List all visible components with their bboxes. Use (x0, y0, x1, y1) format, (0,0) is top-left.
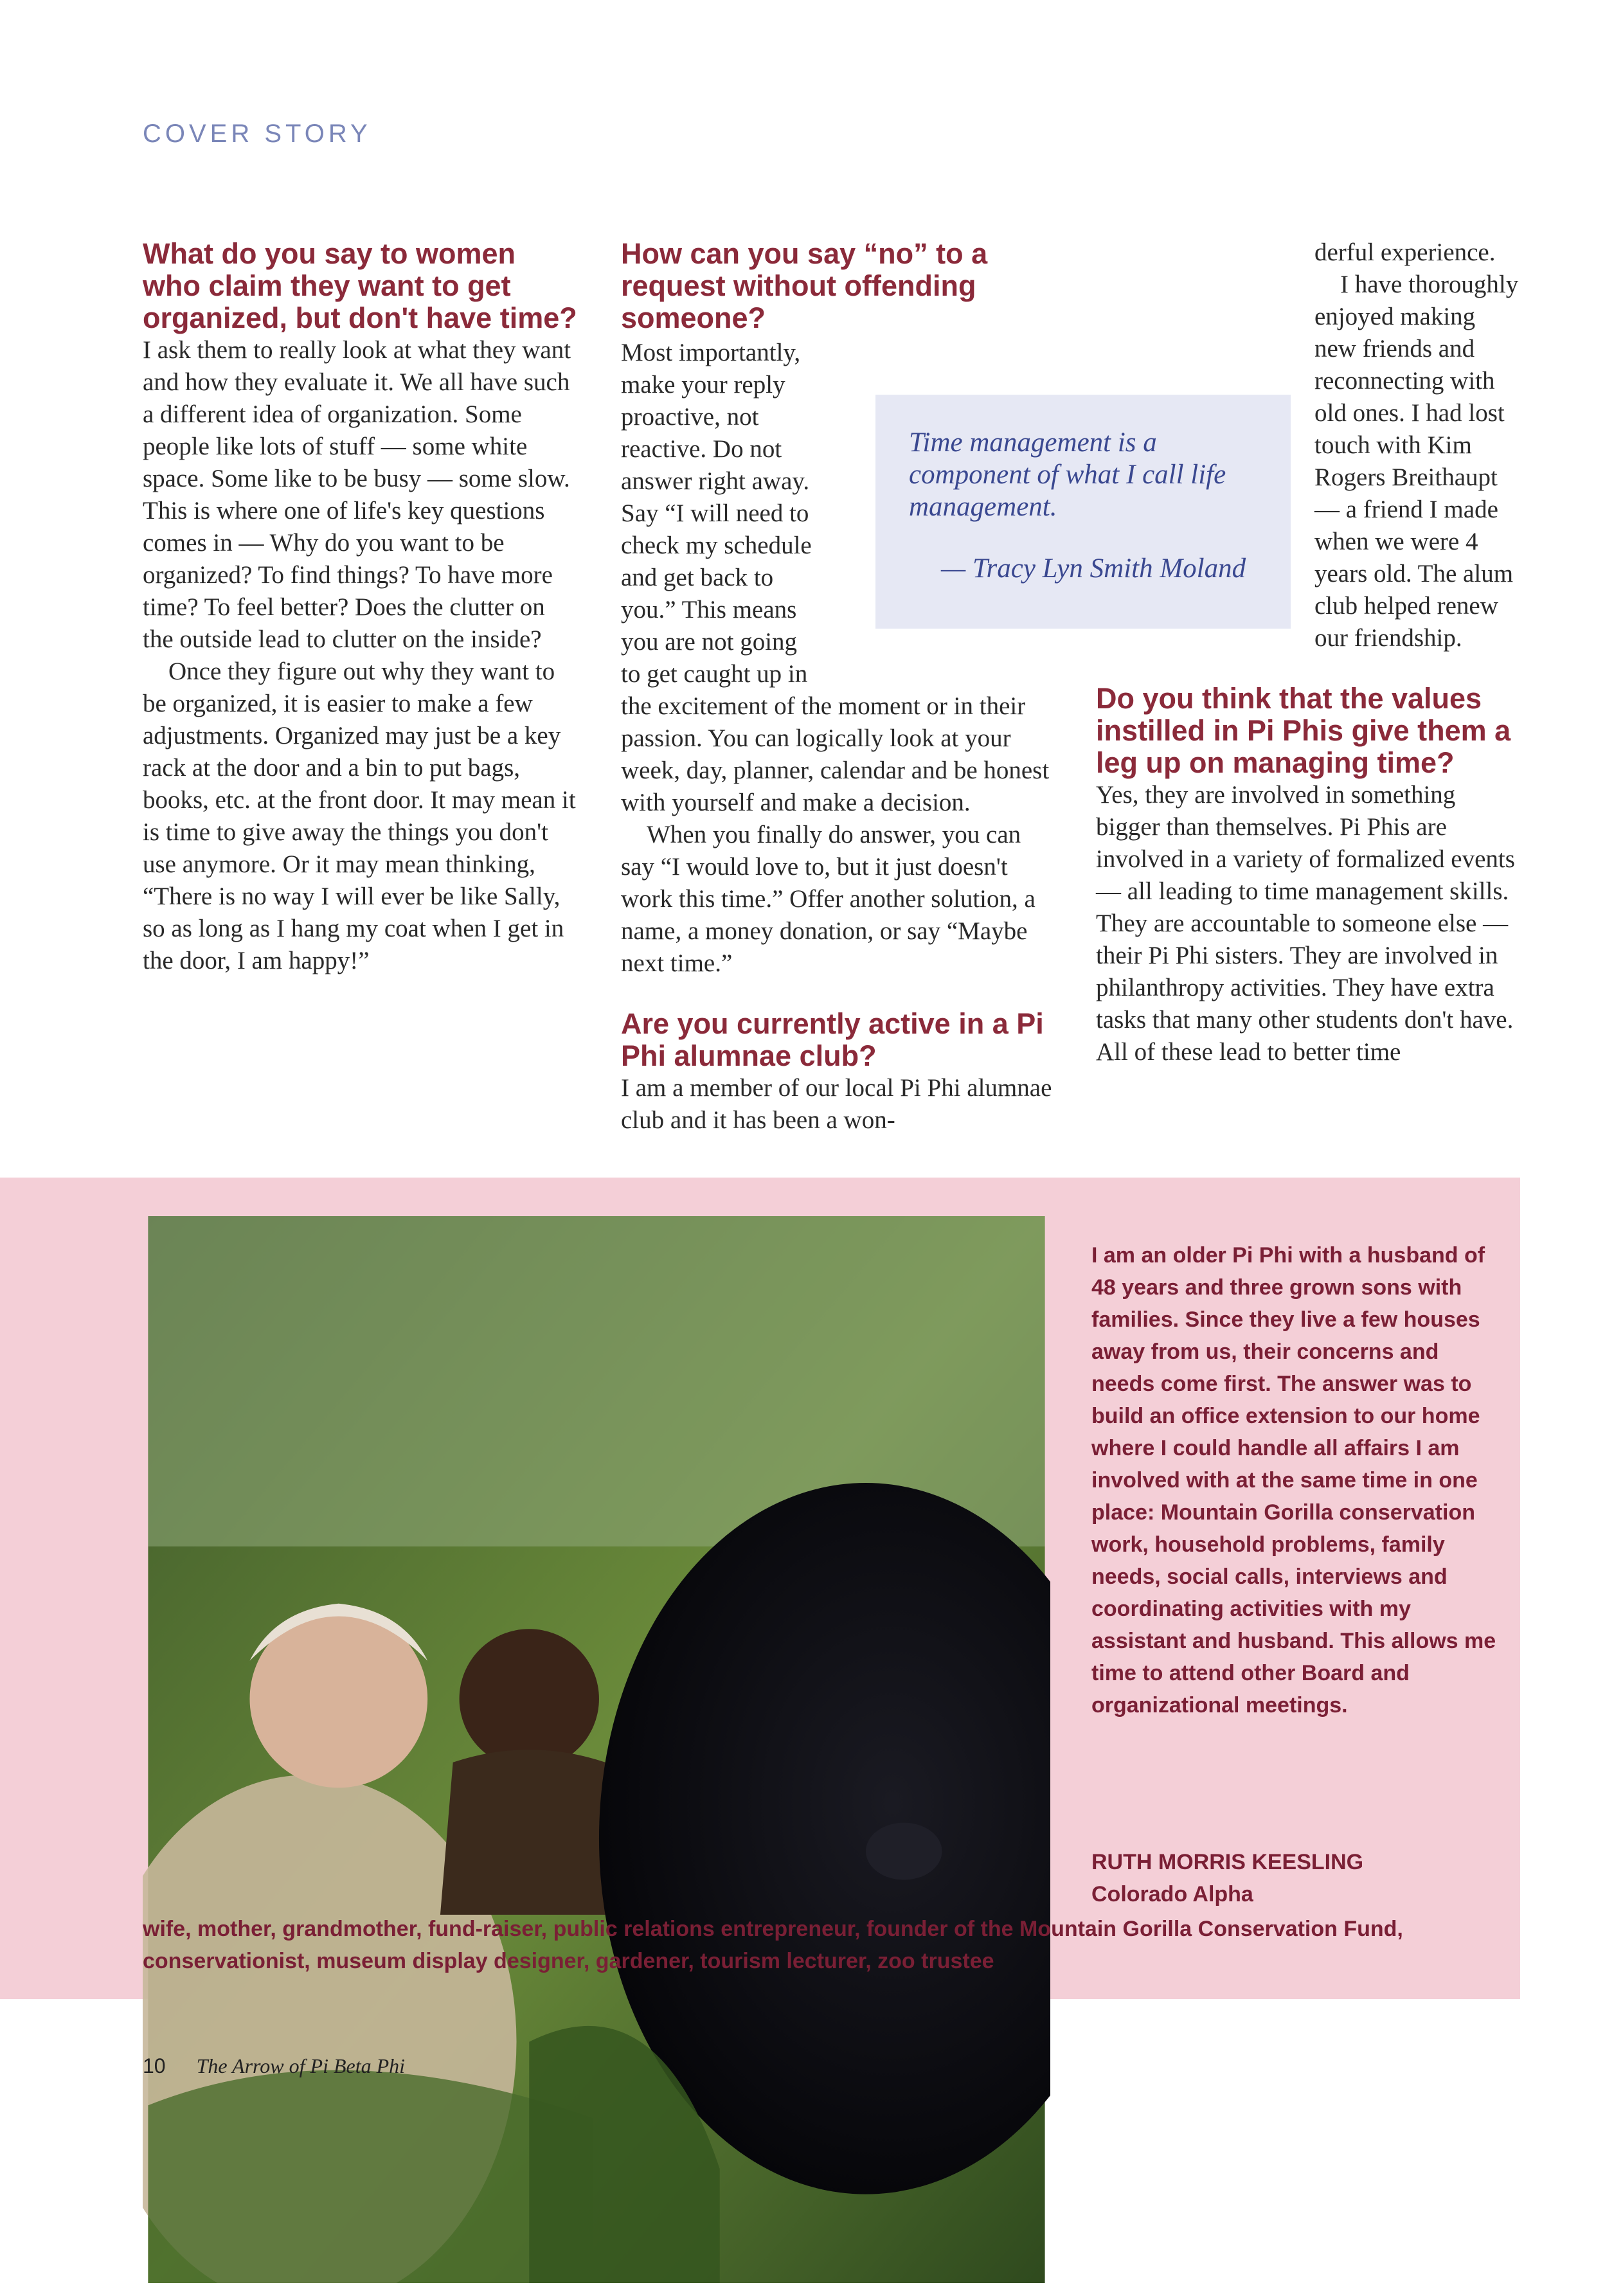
gorilla-photo (143, 1216, 1050, 2283)
page-footer (143, 2054, 405, 2078)
question-heading: What do you say to women who claim they want to get organized, but don't have time? (143, 237, 577, 334)
pull-quote-attribution: — Tracy Lyn Smith Moland (941, 553, 1246, 584)
answer-paragraph: Most importantly, make your reply proactive, not reactive. Do not answer right away. Say “I will need to check my schedule and get back to you.” This means you are not going to get caught up in the excitement of the moment or in their passion. You can logically look at your week, day, planner, calendar and be honest with yourself and make a decision. (621, 339, 1050, 816)
article-column-1 (143, 238, 580, 977)
answer-paragraph: I ask them to really look at what they want and how they evaluate it. We all have such a different idea of organization. Some people like lots of stuff — some white space. Some like to be busy — some slow. This is where one of life's key questions comes in — Why do you want to be organized? To find things? To have more time? To feel better? Does the clutter on the outside lead to clutter on the inside? (143, 336, 571, 653)
answer-paragraph: Yes, they are involved in something bigger than themselves. Pi Phis are involved in a variety of formalized events — all leading to time management skills. They are accountable to someone else — their Pi Phi sisters. They are involved in philanthropy activities. They have extra tasks that many other students don't have. All of these lead to better time (1096, 781, 1515, 1066)
spacer (621, 980, 1058, 1008)
answer-paragraph: Once they figure out why they want to be organized, it is easier to make a few adjustments. Organized may just be a key rack at the door and a bin to put bags, books, etc. at the front door. It may mean it is time to give away the things you don't use anymore. Or it may mean thinking, “There is no way I will ever be like Sally, so as long as I hang my coat when I get in the door, I am happy!” (143, 658, 576, 974)
article-column-3 (1096, 237, 1520, 1068)
pull-quote (875, 395, 1291, 629)
publication-name: The Arrow of Pi Beta Phi (196, 2054, 406, 2077)
answer-paragraph: I have thoroughly enjoyed making new friends and reconnecting with (1314, 271, 1519, 395)
pull-quote-text: Time management is a component of what I call life management. (909, 427, 1226, 522)
profile-roles: wife, mother, grandmother, fund-raiser, public relations entrepreneur, founder of the Mountain Gorilla Conservation Fund, conservationist, museum display designer, gardener, tourism lecturer, zoo trustee (143, 1917, 1403, 1973)
page-number: 10 (143, 2054, 166, 2077)
profile-chapter: Colorado Alpha (1091, 1882, 1253, 1906)
question-heading: How can you say “no” to a request without offending someone? (621, 237, 988, 334)
question-heading: Do you think that the values instilled in Pi Phis give them a leg up on managing time? (1096, 682, 1511, 779)
answer-paragraph: I am a member of our local Pi Phi alumnae club and it has been a won- (621, 1074, 1052, 1134)
spacer (1096, 654, 1520, 683)
profile-quote: I am an older Pi Phi with a husband of 48 years and three grown sons with families. Since they live a few houses away from us, their concerns and needs come first. The answer was to build an office extension to our home where I could handle all affairs I am involved with at the same time in one place: Mountain Gorilla conservation work, household problems, family needs, social calls, interviews and coordinating activities with my assistant and husband. This allows me time to attend other Board and organizational meetings. (1091, 1243, 1496, 1718)
continued-paragraph: derful experience. (1314, 238, 1496, 266)
profile-signature (1091, 1846, 1363, 1910)
article-column-2 (621, 238, 1058, 334)
profile-name: RUTH MORRIS KEESLING (1091, 1850, 1364, 1874)
section-kicker: COVER STORY (143, 120, 372, 148)
answer-paragraph: old ones. I had lost touch with Kim Rogers Breithaupt — a friend I made when we were 4 years old. The alum club helped renew our friendship. (1314, 399, 1514, 652)
answer-paragraph: When you finally do answer, you can say “I would love to, but it just doesn't work this time.” Offer another solution, a name, a money donation, or say “Maybe next time.” (621, 821, 1036, 977)
question-heading: Are you currently active in a Pi Phi alumnae club? (621, 1007, 1044, 1072)
